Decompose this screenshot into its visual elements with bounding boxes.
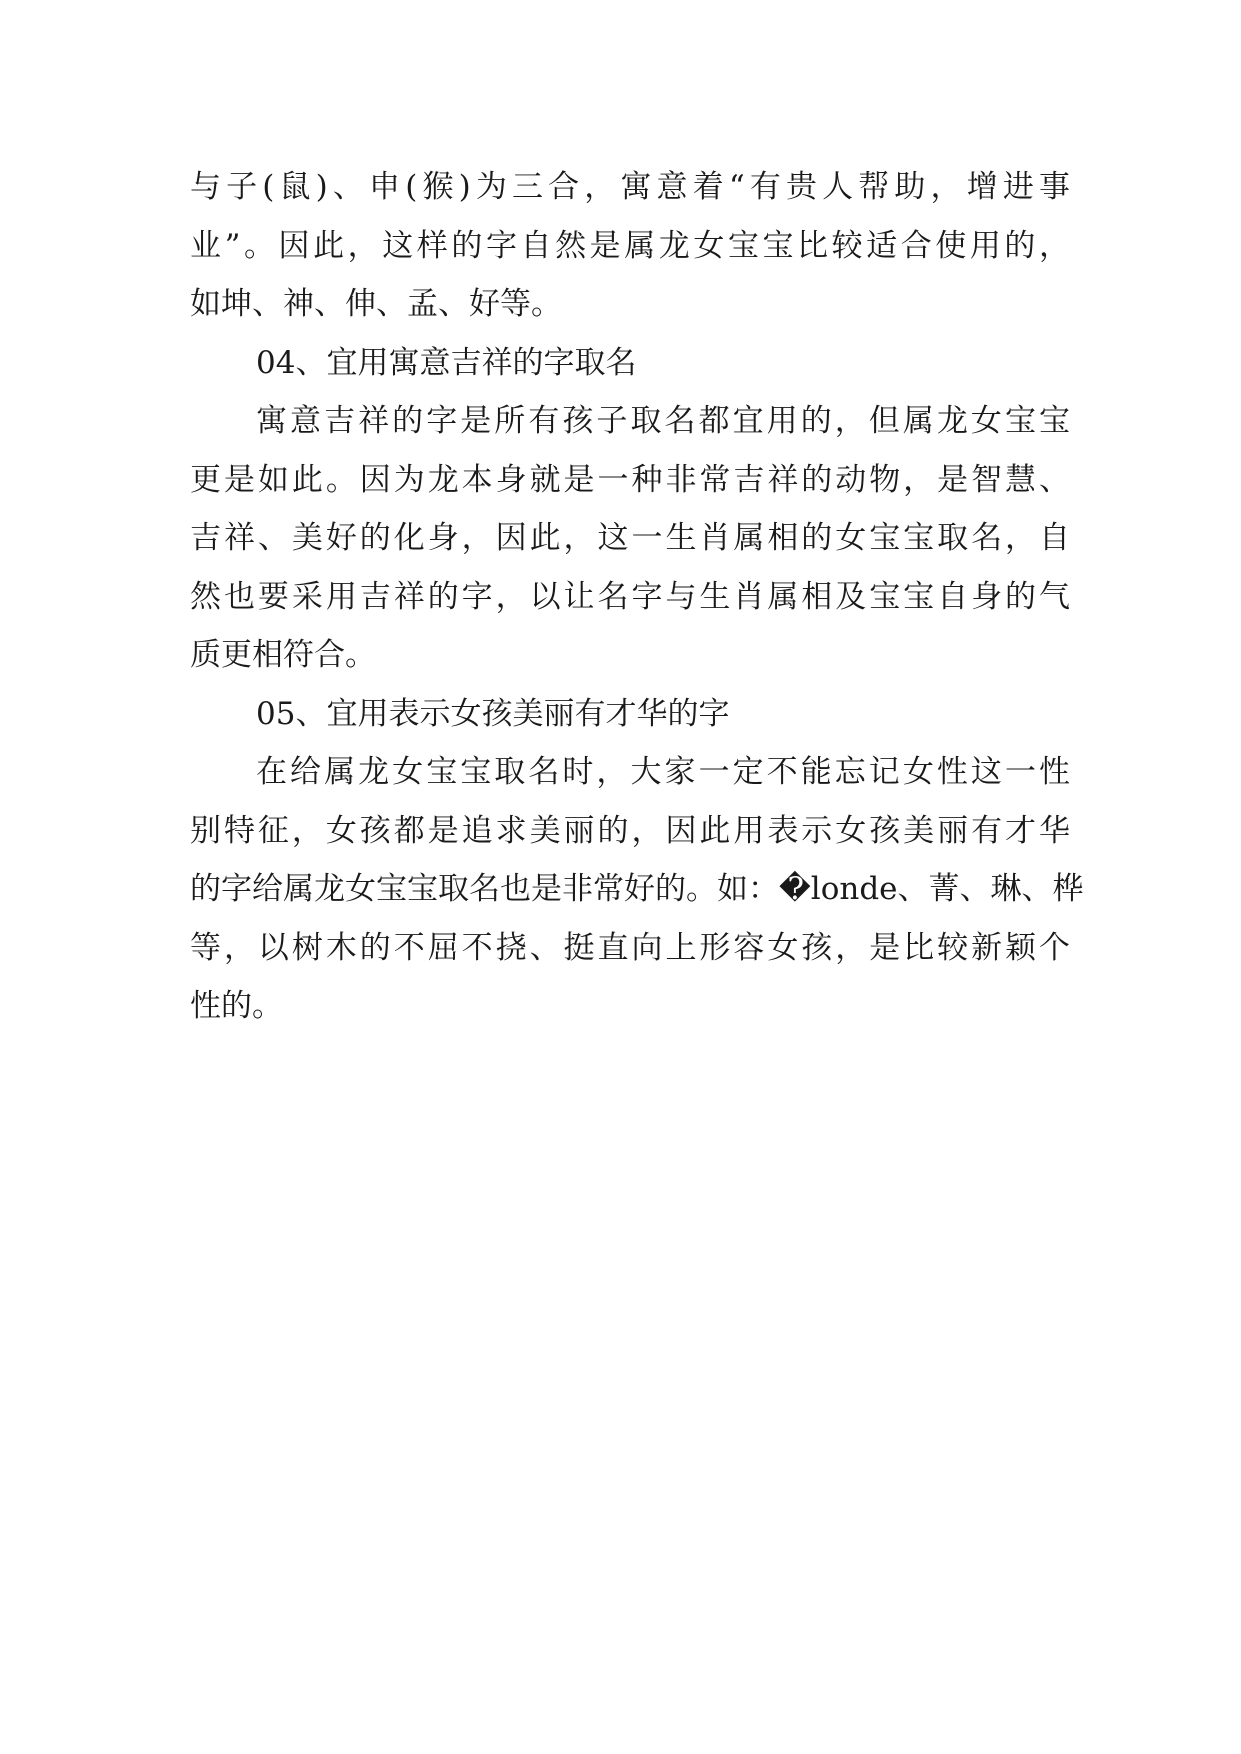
paragraph-line: 吉祥、美好的化身，因此，这一生肖属相的女宝宝取名，自 <box>190 520 1070 556</box>
paragraph-line: 质更相符合。 <box>190 637 376 673</box>
paragraph-line: 等，以树木的不屈不挠、挺直向上形容女孩，是比较新颖个 <box>190 929 1070 966</box>
paragraph-line: 如坤、神、伸、孟、好等。 <box>190 286 562 322</box>
section-heading-04: 04、宜用寓意吉祥的字取名 <box>256 344 637 381</box>
paragraph-line: 然也要采用吉祥的字，以让名字与生肖属相及宝宝自身的气 <box>190 578 1070 615</box>
paragraph-line: 性的。 <box>190 988 283 1024</box>
paragraph-line: 与子(鼠)、申(猴)为三合，寓意着“有贵人帮助，增进事 <box>190 169 1070 205</box>
paragraph-line: 更是如此。因为龙本身就是一种非常吉祥的动物，是智慧、 <box>190 461 1070 498</box>
paragraph-3 <box>190 743 1084 1036</box>
document-body <box>190 158 1084 1036</box>
paragraph-line: 别特征，女孩都是追求美丽的，因此用表示女孩美丽有才华 <box>190 812 1070 849</box>
paragraph-line: 寓意吉祥的字是所有孩子取名都宜用的，但属龙女宝宝 <box>256 403 1070 439</box>
paragraph-line: 的字给属龙女宝宝取名也是非常好的。如：�londe、菁、琳、桦 <box>190 871 1084 907</box>
paragraph-1 <box>190 158 1070 334</box>
section-heading-05: 05、宜用表示女孩美丽有才华的字 <box>256 695 730 732</box>
paragraph-2 <box>190 392 1070 685</box>
paragraph-line: 在给属龙女宝宝取名时，大家一定不能忘记女性这一性 <box>256 754 1070 790</box>
paragraph-line: 业”。因此，这样的字自然是属龙女宝宝比较适合使用的， <box>190 227 1070 264</box>
